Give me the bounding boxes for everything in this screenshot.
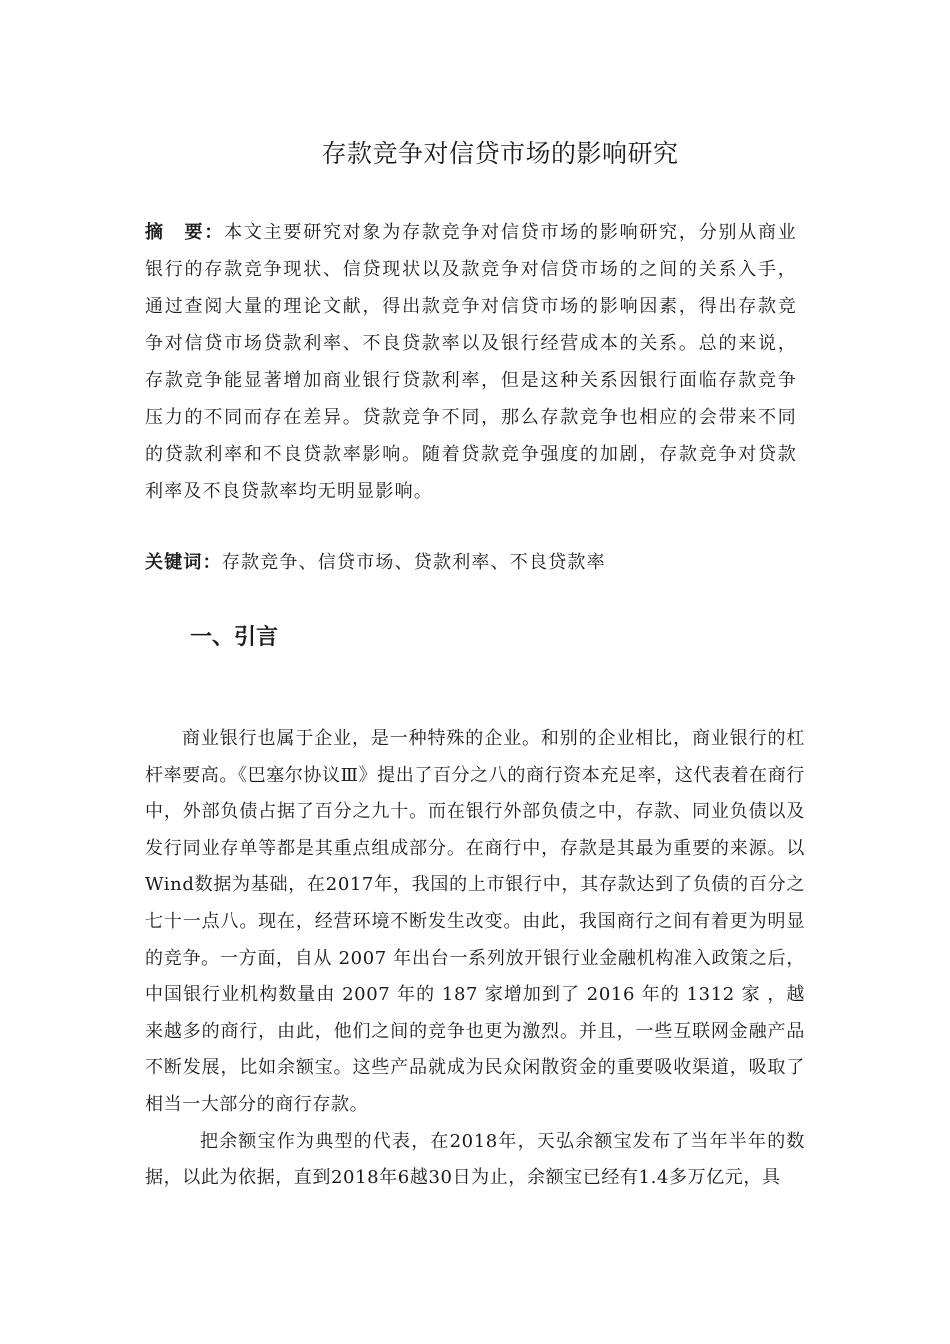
keywords-block [145,547,797,579]
abstract-label: 摘 要： [145,222,225,243]
keywords-label: 关键词： [145,552,222,573]
keywords-text: 存款竞争、信贷市场、贷款利率、不良贷款率 [221,552,606,573]
abstract-block [145,214,797,510]
document-title: 存款竞争对信贷市场的影响研究 [321,139,679,168]
body-paragraph: 把余额宝作为典型的代表，在2018年，天弘余额宝发布了当年半年的数据，以此为依据，直到2018年6越30日为止，余额宝已经有1.4多万亿元，具 [145,1130,805,1189]
introduction-body [145,721,805,1197]
abstract-text: 本文主要研究对象为存款竞争对信贷市场的影响研究，分别从商业银行的存款竞争现状、信贷现状以及款竞争对信贷市场的之间的关系入手，通过查阅大量的理论文献，得出款竞争对信贷市场的影响因素，得出存款竞争对信贷市场贷款利率、不良贷款率以及银行经营成本的关系。总的来说，存款竞争能显著增加商业银行贷款利率，但是这种关系因银行面临存款竞争压力的不同而存在差异。贷款竞争不同，那么存款竞争也相应的会带来不同的贷款利率和不良贷款率影响。随着贷款竞争强度的加剧，存款竞争对贷款利率及不良贷款率均无明显影响。 [145,222,797,502]
section-heading-introduction: 一、引言 [190,625,279,650]
body-paragraph: 商业银行也属于企业，是一种特殊的企业。和别的企业相比，商业银行的杠杆率要高。《巴塞尔协议Ⅲ》提出了百分之八的商行资本充足率，这代表着在商行中，外部负债占据了百分之九十。而在银行外部负债之中，存款、同业负债以及发行同业存单等都是其重点组成部分。在商行中，存款是其最为重要的来源。以Wind数据为基础，在2017年，我国的上市银行中，其存款达到了负债的百分之七十一点八。现在，经营环境不断发生改变。由此，我国商行之间有着更为明显的竞争。一方面，自从 2007 年出台一系列放开银行业金融机构准入政策之后，中国银行业机构数量由 2007 年的 187 家增加到了 2016 年的 1312 家 ，越来越多的商行，由此，他们之间的竞争也更为激烈。并且，一些互联网金融产品不断发展，比如余额宝。这些产品就成为民众闲散资金的重要吸收渠道，吸取了相当一大部分的商行存款。 [145,728,805,1115]
